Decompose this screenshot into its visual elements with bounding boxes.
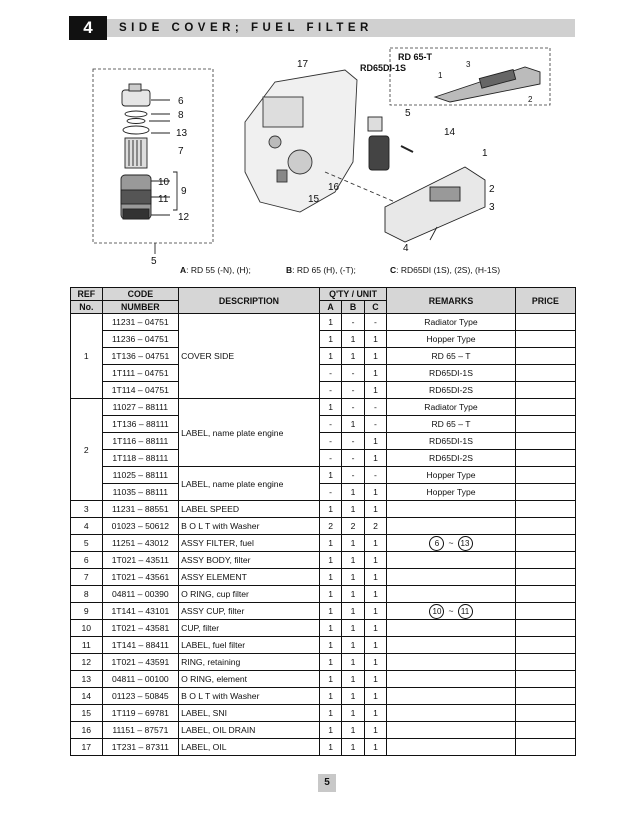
price-cell <box>515 484 575 501</box>
side-filter-drawing <box>368 117 413 170</box>
remarks-cell: Radiator Type <box>387 399 516 416</box>
qty-b-cell: 1 <box>342 654 364 671</box>
price-cell <box>515 671 575 688</box>
qty-b-cell: 1 <box>342 331 364 348</box>
ref-circle: 10 <box>429 604 444 619</box>
qty-a-cell: 1 <box>319 637 341 654</box>
qty-c-cell: 1 <box>364 535 386 552</box>
code-cell: 1T141 – 88411 <box>102 637 179 654</box>
ref-cell: 10 <box>71 620 103 637</box>
price-cell <box>515 705 575 722</box>
callout-17: 17 <box>297 59 309 70</box>
qty-b-cell: 1 <box>342 552 364 569</box>
remarks-cell: RD65DI-1S <box>387 365 516 382</box>
inset-title-rd65di: RD65DI-1S <box>360 63 407 73</box>
ref-cell: 15 <box>71 705 103 722</box>
table-row <box>71 484 576 501</box>
code-cell: 1T116 – 88111 <box>102 433 179 450</box>
qty-b-cell: - <box>342 365 364 382</box>
code-cell: 11035 – 88111 <box>102 484 179 501</box>
header-c: C <box>364 301 386 314</box>
qty-c-cell: 1 <box>364 484 386 501</box>
callout-5a: 5 <box>151 256 157 267</box>
price-cell <box>515 518 575 535</box>
ref-circle: 13 <box>458 536 473 551</box>
remarks-cell <box>387 535 516 552</box>
qty-c-cell: 1 <box>364 688 386 705</box>
description-cell: B O L T with Washer <box>179 688 320 705</box>
remarks-cell <box>387 586 516 603</box>
qty-c-cell: 1 <box>364 739 386 756</box>
code-cell: 11151 – 87571 <box>102 722 179 739</box>
description-cell: CUP, filter <box>179 620 320 637</box>
ref-cell: 9 <box>71 603 103 620</box>
price-cell <box>515 722 575 739</box>
description-cell: LABEL, name plate engine <box>179 399 320 467</box>
remarks-cell <box>387 518 516 535</box>
price-cell <box>515 348 575 365</box>
price-cell <box>515 314 575 331</box>
qty-a-cell: 1 <box>319 688 341 705</box>
qty-a-cell: 1 <box>319 314 341 331</box>
qty-a-cell: 1 <box>319 399 341 416</box>
ref-cell: 13 <box>71 671 103 688</box>
code-cell: 01123 – 50845 <box>102 688 179 705</box>
table-row <box>71 739 576 756</box>
qty-c-cell: 1 <box>364 450 386 467</box>
remarks-cell <box>387 705 516 722</box>
callout-6: 6 <box>178 96 184 107</box>
code-cell: 1T231 – 87311 <box>102 739 179 756</box>
price-cell <box>515 688 575 705</box>
inset-callout-1: 1 <box>438 71 443 80</box>
qty-a-cell: 1 <box>319 603 341 620</box>
remarks-cell <box>387 569 516 586</box>
remarks-cell: RD65DI-2S <box>387 382 516 399</box>
callout-9: 9 <box>181 186 187 197</box>
table-row <box>71 518 576 535</box>
qty-a-cell: - <box>319 382 341 399</box>
qty-a-cell: - <box>319 365 341 382</box>
qty-b-cell: 1 <box>342 416 364 433</box>
inset-callout-2: 2 <box>528 95 533 104</box>
table-row <box>71 722 576 739</box>
qty-b-cell: - <box>342 399 364 416</box>
code-cell: 1T118 – 88111 <box>102 450 179 467</box>
header-no: No. <box>71 301 103 314</box>
code-cell: 1T111 – 04751 <box>102 365 179 382</box>
qty-b-cell: 1 <box>342 535 364 552</box>
table-row <box>71 348 576 365</box>
qty-c-cell: 1 <box>364 365 386 382</box>
filter-exploded-box <box>93 69 213 243</box>
qty-a-cell: 1 <box>319 348 341 365</box>
description-cell: O RING, cup filter <box>179 586 320 603</box>
qty-a-cell: 1 <box>319 722 341 739</box>
qty-c-cell: - <box>364 314 386 331</box>
header-ref: REF <box>71 288 103 301</box>
qty-c-cell: 1 <box>364 501 386 518</box>
table-row <box>71 705 576 722</box>
remarks-cell <box>387 637 516 654</box>
qty-a-cell: 1 <box>319 569 341 586</box>
qty-c-cell: 1 <box>364 382 386 399</box>
price-cell <box>515 331 575 348</box>
qty-b-cell: 1 <box>342 671 364 688</box>
callout-4: 4 <box>403 243 409 254</box>
remarks-cell: Radiator Type <box>387 314 516 331</box>
ref-cell: 1 <box>71 314 103 399</box>
description-cell: B O L T with Washer <box>179 518 320 535</box>
qty-a-cell: 1 <box>319 331 341 348</box>
qty-c-cell: 1 <box>364 586 386 603</box>
ref-cell: 7 <box>71 569 103 586</box>
qty-b-cell: - <box>342 314 364 331</box>
caption-c: C: RD65DI (1S), (2S), (H-1S) <box>390 265 501 275</box>
section-title-bar <box>107 19 575 37</box>
code-cell: 1T136 – 88111 <box>102 416 179 433</box>
price-cell <box>515 501 575 518</box>
qty-a-cell: 1 <box>319 654 341 671</box>
price-cell <box>515 450 575 467</box>
qty-c-cell: 1 <box>364 552 386 569</box>
description-cell: LABEL, name plate engine <box>179 467 320 501</box>
table-row <box>71 382 576 399</box>
qty-c-cell: 1 <box>364 637 386 654</box>
price-cell <box>515 654 575 671</box>
qty-a-cell: 2 <box>319 518 341 535</box>
description-cell: LABEL, SNI <box>179 705 320 722</box>
code-cell: 04811 – 00390 <box>102 586 179 603</box>
description-cell: ASSY FILTER, fuel <box>179 535 320 552</box>
qty-c-cell: 1 <box>364 705 386 722</box>
description-cell: LABEL, fuel filter <box>179 637 320 654</box>
description-cell: COVER SIDE <box>179 314 320 399</box>
qty-b-cell: 1 <box>342 620 364 637</box>
table-row <box>71 603 576 620</box>
code-cell: 11236 – 04751 <box>102 331 179 348</box>
qty-b-cell: 1 <box>342 637 364 654</box>
callout-5b: 5 <box>405 108 411 119</box>
qty-c-cell: 1 <box>364 331 386 348</box>
table-row <box>71 416 576 433</box>
callout-7: 7 <box>178 146 184 157</box>
price-cell <box>515 467 575 484</box>
price-cell <box>515 433 575 450</box>
inset-callout-3: 3 <box>466 60 471 69</box>
remarks-cell <box>387 603 516 620</box>
code-cell: 01023 – 50612 <box>102 518 179 535</box>
qty-b-cell: - <box>342 382 364 399</box>
header-remarks: REMARKS <box>387 288 516 314</box>
table-row <box>71 586 576 603</box>
qty-a-cell: - <box>319 416 341 433</box>
description-cell: O RING, element <box>179 671 320 688</box>
header-price: PRICE <box>515 288 575 314</box>
qty-a-cell: 1 <box>319 671 341 688</box>
qty-b-cell: 1 <box>342 722 364 739</box>
qty-c-cell: 1 <box>364 603 386 620</box>
table-row <box>71 399 576 416</box>
code-cell: 1T136 – 04751 <box>102 348 179 365</box>
qty-c-cell: 1 <box>364 654 386 671</box>
qty-c-cell: 1 <box>364 620 386 637</box>
qty-c-cell: - <box>364 467 386 484</box>
header-code: CODE <box>102 288 179 301</box>
qty-b-cell: 2 <box>342 518 364 535</box>
callout-16: 16 <box>328 182 340 193</box>
qty-a-cell: 1 <box>319 535 341 552</box>
qty-a-cell: 1 <box>319 586 341 603</box>
description-cell: LABEL SPEED <box>179 501 320 518</box>
remarks-cell <box>387 620 516 637</box>
table-row <box>71 535 576 552</box>
price-cell <box>515 739 575 756</box>
section-header <box>69 16 575 40</box>
qty-b-cell: 1 <box>342 586 364 603</box>
remarks-cell: RD 65 – T <box>387 416 516 433</box>
qty-b-cell: 1 <box>342 739 364 756</box>
code-cell: 1T021 – 43561 <box>102 569 179 586</box>
qty-b-cell: 1 <box>342 569 364 586</box>
qty-c-cell: 1 <box>364 569 386 586</box>
callout-8: 8 <box>178 110 184 121</box>
code-cell: 04811 – 00100 <box>102 671 179 688</box>
callout-14: 14 <box>444 127 456 138</box>
ref-cell: 4 <box>71 518 103 535</box>
remarks-cell <box>387 654 516 671</box>
code-cell: 1T141 – 43101 <box>102 603 179 620</box>
range-tilde: ~ <box>448 605 454 616</box>
ref-cell: 2 <box>71 399 103 501</box>
code-cell: 1T021 – 43511 <box>102 552 179 569</box>
remarks-cell: Hopper Type <box>387 467 516 484</box>
qty-b-cell: 1 <box>342 348 364 365</box>
table-row <box>71 501 576 518</box>
qty-c-cell: 1 <box>364 722 386 739</box>
qty-c-cell: 2 <box>364 518 386 535</box>
remarks-cell <box>387 722 516 739</box>
callout-1: 1 <box>482 148 488 159</box>
remarks-cell <box>387 688 516 705</box>
ref-cell: 16 <box>71 722 103 739</box>
qty-a-cell: - <box>319 484 341 501</box>
table-row <box>71 552 576 569</box>
ref-cell: 5 <box>71 535 103 552</box>
qty-c-cell: - <box>364 399 386 416</box>
code-cell: 1T114 – 04751 <box>102 382 179 399</box>
qty-b-cell: 1 <box>342 484 364 501</box>
ref-cell: 11 <box>71 637 103 654</box>
ref-cell: 6 <box>71 552 103 569</box>
description-cell: ASSY CUP, filter <box>179 603 320 620</box>
header-b: B <box>342 301 364 314</box>
table-row <box>71 450 576 467</box>
ref-circle: 6 <box>429 536 444 551</box>
remarks-cell: Hopper Type <box>387 331 516 348</box>
remarks-cell: RD65DI-1S <box>387 433 516 450</box>
code-cell: 11025 – 88111 <box>102 467 179 484</box>
header-description: DESCRIPTION <box>179 288 320 314</box>
fuel-filter-exploded-drawing <box>121 84 177 254</box>
code-cell: 1T021 – 43591 <box>102 654 179 671</box>
page-number: 5 <box>318 774 336 792</box>
price-cell <box>515 535 575 552</box>
qty-b-cell: 1 <box>342 603 364 620</box>
qty-c-cell: - <box>364 416 386 433</box>
description-cell: LABEL, OIL <box>179 739 320 756</box>
price-cell <box>515 552 575 569</box>
inset-title-rd65t: RD 65-T <box>398 52 433 62</box>
price-cell <box>515 416 575 433</box>
table-row <box>71 688 576 705</box>
header-qty: Q'TY / UNIT <box>319 288 386 301</box>
section-title: SIDE COVER; FUEL FILTER <box>119 22 373 34</box>
qty-a-cell: 1 <box>319 705 341 722</box>
price-cell <box>515 382 575 399</box>
callout-11: 11 <box>158 194 169 205</box>
remarks-cell <box>387 739 516 756</box>
callout-10: 10 <box>158 177 170 188</box>
callout-15: 15 <box>308 194 320 205</box>
table-row <box>71 331 576 348</box>
inset-panel-drawing <box>435 67 540 102</box>
caption-a: A: RD 55 (-N), (H); <box>180 265 251 275</box>
callout-2: 2 <box>489 184 495 195</box>
remarks-cell <box>387 671 516 688</box>
caption-b: B: RD 65 (H), (-T); <box>286 265 356 275</box>
qty-a-cell: 1 <box>319 501 341 518</box>
exploded-parts-diagram <box>85 42 585 270</box>
table-row <box>71 467 576 484</box>
qty-b-cell: 1 <box>342 501 364 518</box>
qty-c-cell: 1 <box>364 433 386 450</box>
price-cell <box>515 620 575 637</box>
header-a: A <box>319 301 341 314</box>
code-cell: 1T119 – 69781 <box>102 705 179 722</box>
parts-table <box>70 287 576 756</box>
code-cell: 1T021 – 43581 <box>102 620 179 637</box>
price-cell <box>515 365 575 382</box>
description-cell: LABEL, OIL DRAIN <box>179 722 320 739</box>
description-cell: ASSY ELEMENT <box>179 569 320 586</box>
table-row <box>71 365 576 382</box>
ref-cell: 12 <box>71 654 103 671</box>
ref-cell: 3 <box>71 501 103 518</box>
price-cell <box>515 586 575 603</box>
price-cell <box>515 603 575 620</box>
table-row <box>71 671 576 688</box>
qty-b-cell: - <box>342 467 364 484</box>
code-cell: 11231 – 04751 <box>102 314 179 331</box>
qty-b-cell: - <box>342 433 364 450</box>
code-cell: 11251 – 43012 <box>102 535 179 552</box>
remarks-cell: RD65DI-2S <box>387 450 516 467</box>
remarks-cell: Hopper Type <box>387 484 516 501</box>
table-row <box>71 654 576 671</box>
remarks-cell <box>387 501 516 518</box>
ref-circle: 11 <box>458 604 473 619</box>
code-cell: 11027 – 88111 <box>102 399 179 416</box>
range-tilde: ~ <box>448 537 454 548</box>
qty-b-cell: 1 <box>342 688 364 705</box>
side-cover-panel-drawing <box>385 167 485 242</box>
ref-cell: 14 <box>71 688 103 705</box>
table-row <box>71 637 576 654</box>
callout-12: 12 <box>178 212 190 223</box>
qty-a-cell: 1 <box>319 620 341 637</box>
qty-a-cell: 1 <box>319 552 341 569</box>
ref-cell: 8 <box>71 586 103 603</box>
price-cell <box>515 399 575 416</box>
remarks-cell: RD 65 – T <box>387 348 516 365</box>
section-number: 4 <box>69 16 107 40</box>
table-row <box>71 433 576 450</box>
remarks-cell <box>387 552 516 569</box>
table-row <box>71 569 576 586</box>
qty-b-cell: 1 <box>342 705 364 722</box>
qty-b-cell: - <box>342 450 364 467</box>
qty-a-cell: 1 <box>319 467 341 484</box>
qty-c-cell: 1 <box>364 348 386 365</box>
price-cell <box>515 637 575 654</box>
header-number: NUMBER <box>102 301 179 314</box>
table-row <box>71 620 576 637</box>
description-cell: RING, retaining <box>179 654 320 671</box>
qty-c-cell: 1 <box>364 671 386 688</box>
qty-a-cell: - <box>319 433 341 450</box>
description-cell: ASSY BODY, filter <box>179 552 320 569</box>
qty-a-cell: 1 <box>319 739 341 756</box>
price-cell <box>515 569 575 586</box>
code-cell: 11231 – 88551 <box>102 501 179 518</box>
table-row <box>71 314 576 331</box>
qty-a-cell: - <box>319 450 341 467</box>
callout-13: 13 <box>176 128 188 139</box>
callout-3: 3 <box>489 202 495 213</box>
ref-cell: 17 <box>71 739 103 756</box>
